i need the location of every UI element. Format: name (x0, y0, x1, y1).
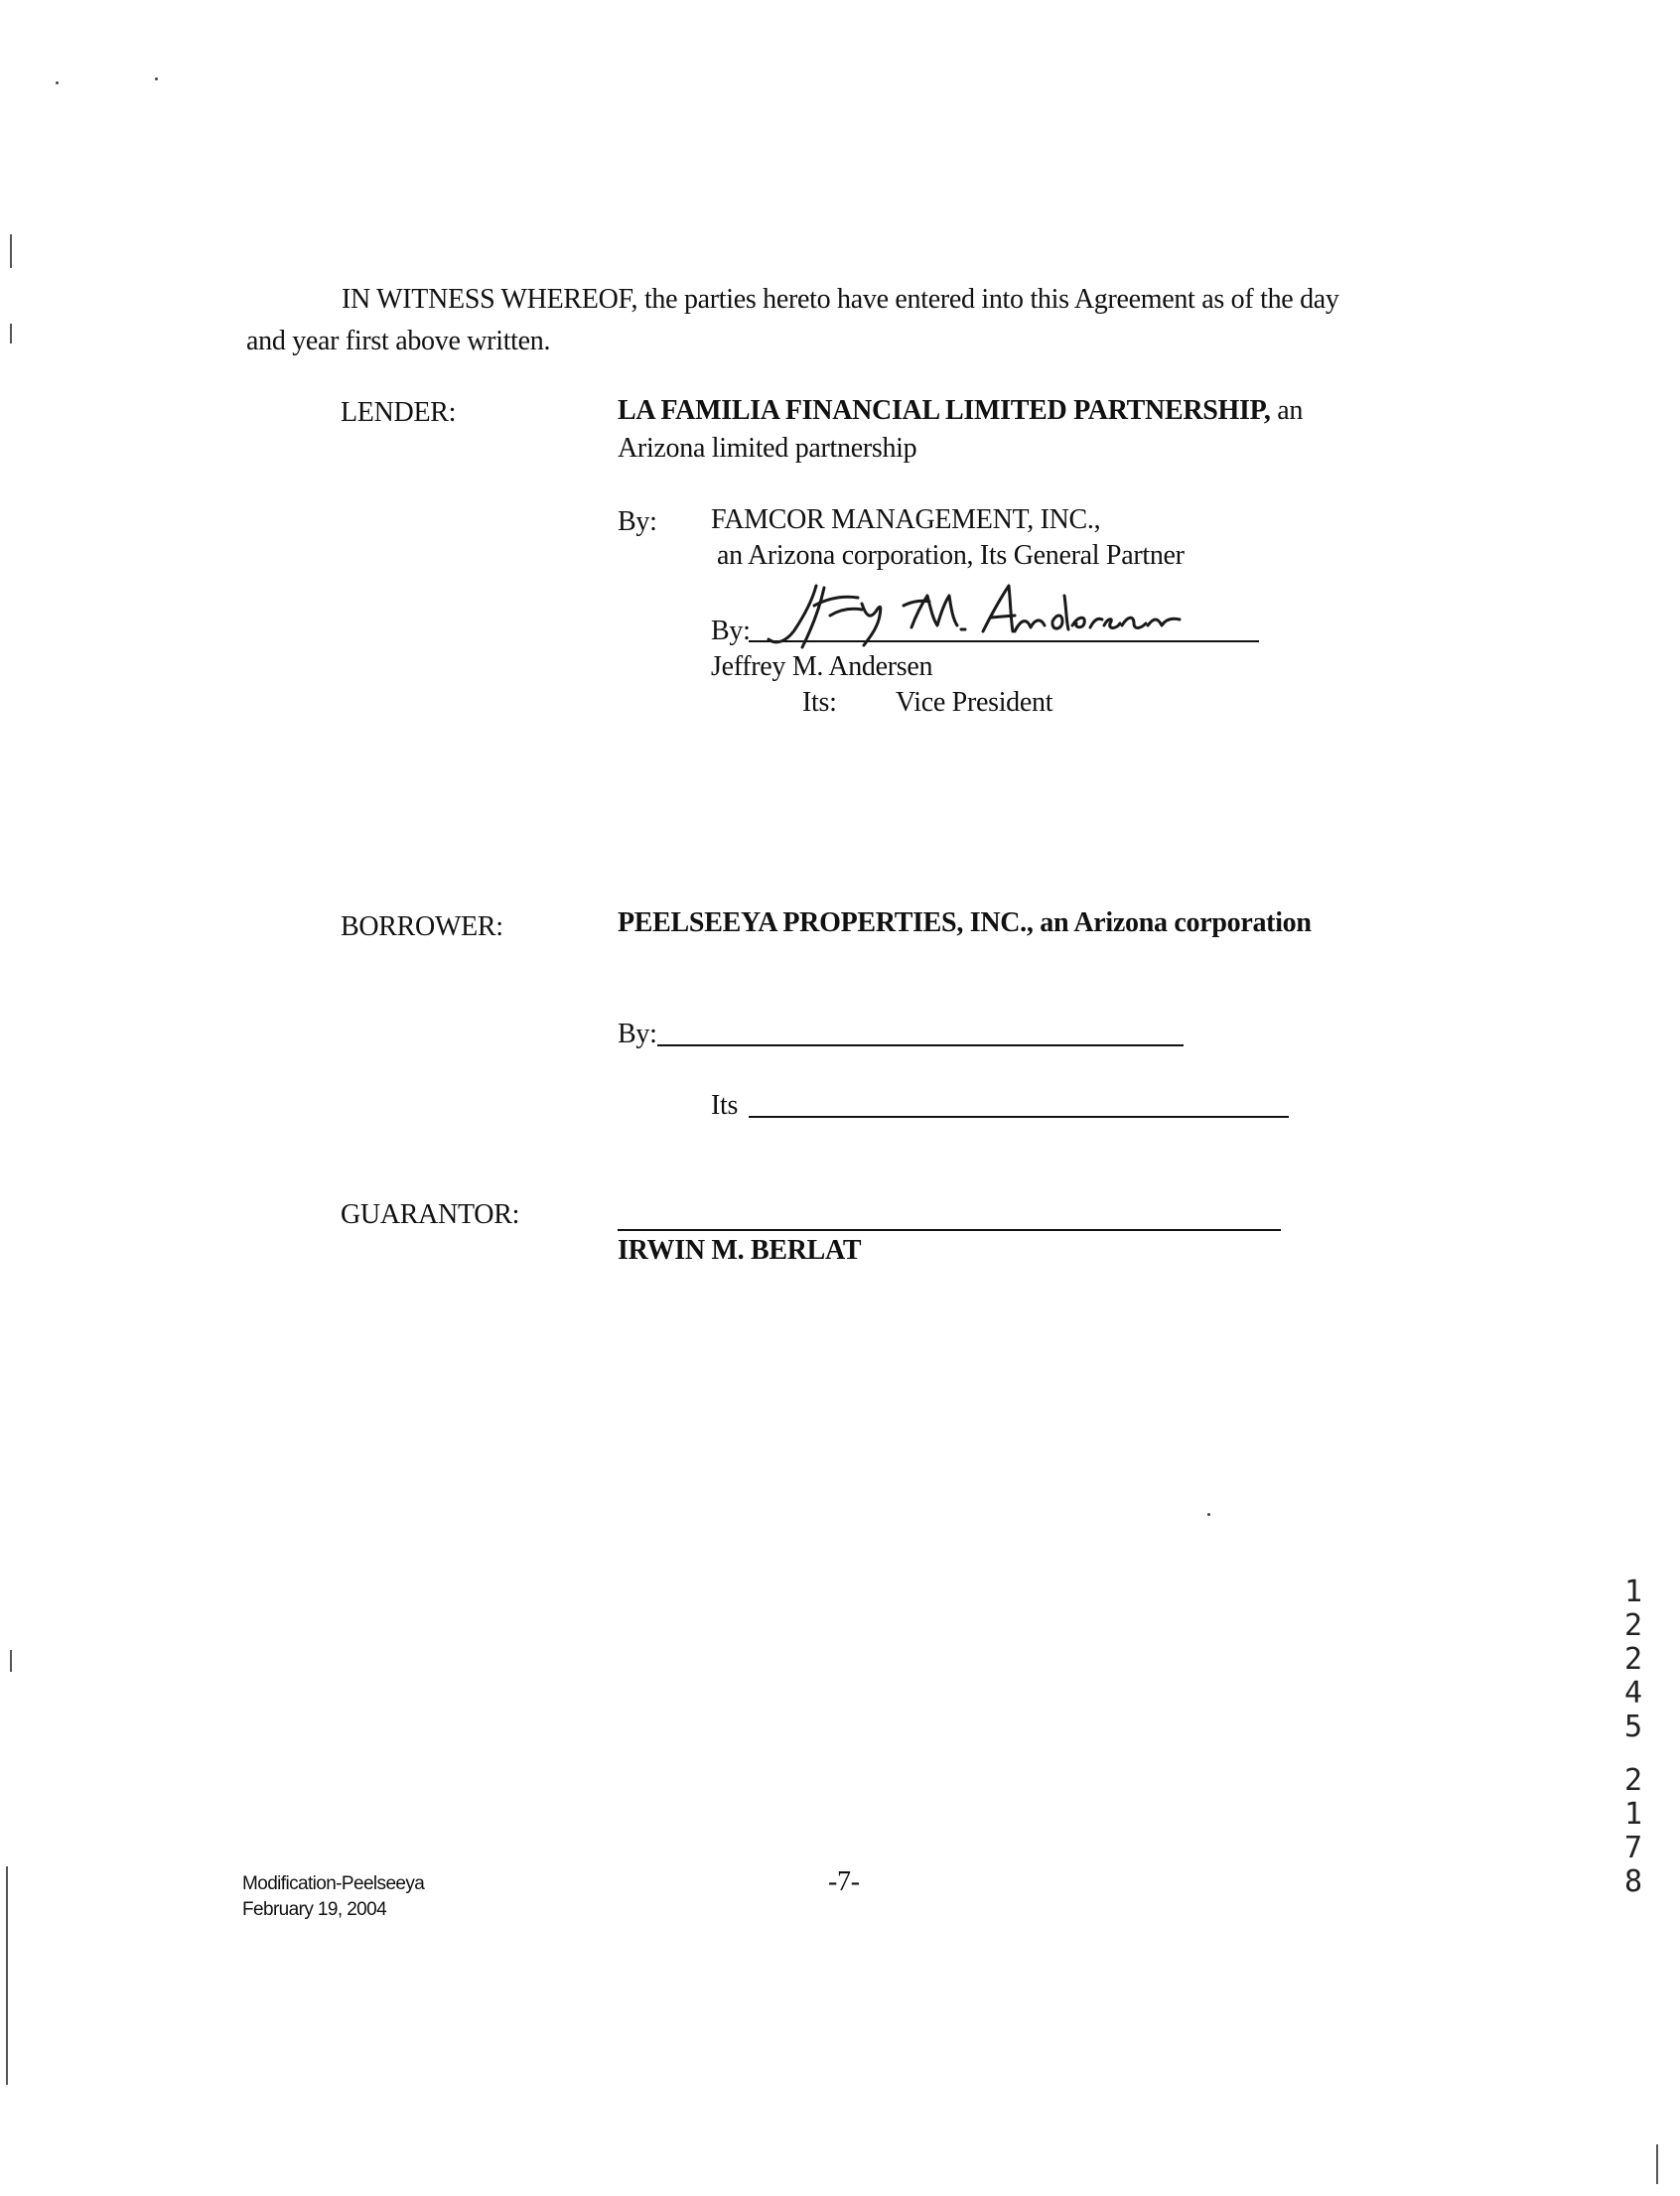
stamp-digit: 8 (1623, 1864, 1643, 1899)
lender-name-bold: LA FAMILIA FINANCIAL LIMITED PARTNERSHIP, (618, 395, 1271, 426)
stamp-digit: 2 (1623, 1642, 1643, 1677)
scan-edge-mark (10, 324, 12, 343)
lender-label: LENDER: (341, 397, 457, 428)
signature-by-label: By: (711, 616, 751, 646)
page-number: -7- (828, 1866, 860, 1897)
witness-clause-line2: and year first above written. (246, 326, 551, 356)
borrower-its-line (749, 1116, 1289, 1118)
borrower-name: PEELSEEYA PROPERTIES, INC., an Arizona corporation (618, 907, 1312, 938)
lender-signature (755, 576, 1271, 655)
scan-speck (56, 81, 59, 84)
borrower-by-label: By: (618, 1019, 657, 1049)
scan-edge-mark (10, 234, 12, 268)
scan-speck (1207, 1513, 1210, 1516)
footer-date: February 19, 2004 (242, 1899, 387, 1920)
footer-document-name: Modification-Peelseeya (242, 1873, 425, 1894)
stamp-digit: 1 (1623, 1575, 1643, 1609)
borrower-its-label: Its (711, 1090, 739, 1121)
general-partner-name: FAMCOR MANAGEMENT, INC., (711, 504, 1101, 535)
lender-description: Arizona limited partnership (618, 433, 917, 464)
stamp-digit: 2 (1623, 1763, 1643, 1798)
stamp-digit: 4 (1623, 1676, 1643, 1711)
borrower-signature-line (657, 1044, 1184, 1046)
signatory-name: Jeffrey M. Andersen (711, 651, 933, 682)
general-partner-description: an Arizona corporation, Its General Partner (717, 540, 1185, 571)
lender-name-suffix: an (1270, 395, 1304, 426)
witness-clause-line1: IN WITNESS WHEREOF, the parties hereto have entered into this Agreement as of the day (342, 284, 1339, 315)
stamp-digit: 5 (1623, 1710, 1643, 1744)
stamp-digit: 2 (1623, 1608, 1643, 1643)
scan-edge-mark (1656, 2144, 1658, 2184)
stamp-digit: 1 (1623, 1797, 1643, 1832)
stamp-digit: 7 (1623, 1831, 1643, 1865)
signatory-title: Vice President (896, 687, 1053, 718)
guarantor-name: IRWIN M. BERLAT (618, 1235, 862, 1266)
scan-edge-mark (10, 1650, 12, 1672)
guarantor-label: GUARANTOR: (341, 1199, 520, 1230)
scan-edge-mark (6, 1866, 8, 2085)
lender-name (618, 395, 1303, 427)
lender-by-label: By: (618, 506, 657, 537)
signatory-its-label: Its: (802, 687, 837, 718)
scan-speck (155, 77, 158, 80)
borrower-label: BORROWER: (341, 911, 503, 942)
guarantor-signature-line (618, 1229, 1281, 1231)
